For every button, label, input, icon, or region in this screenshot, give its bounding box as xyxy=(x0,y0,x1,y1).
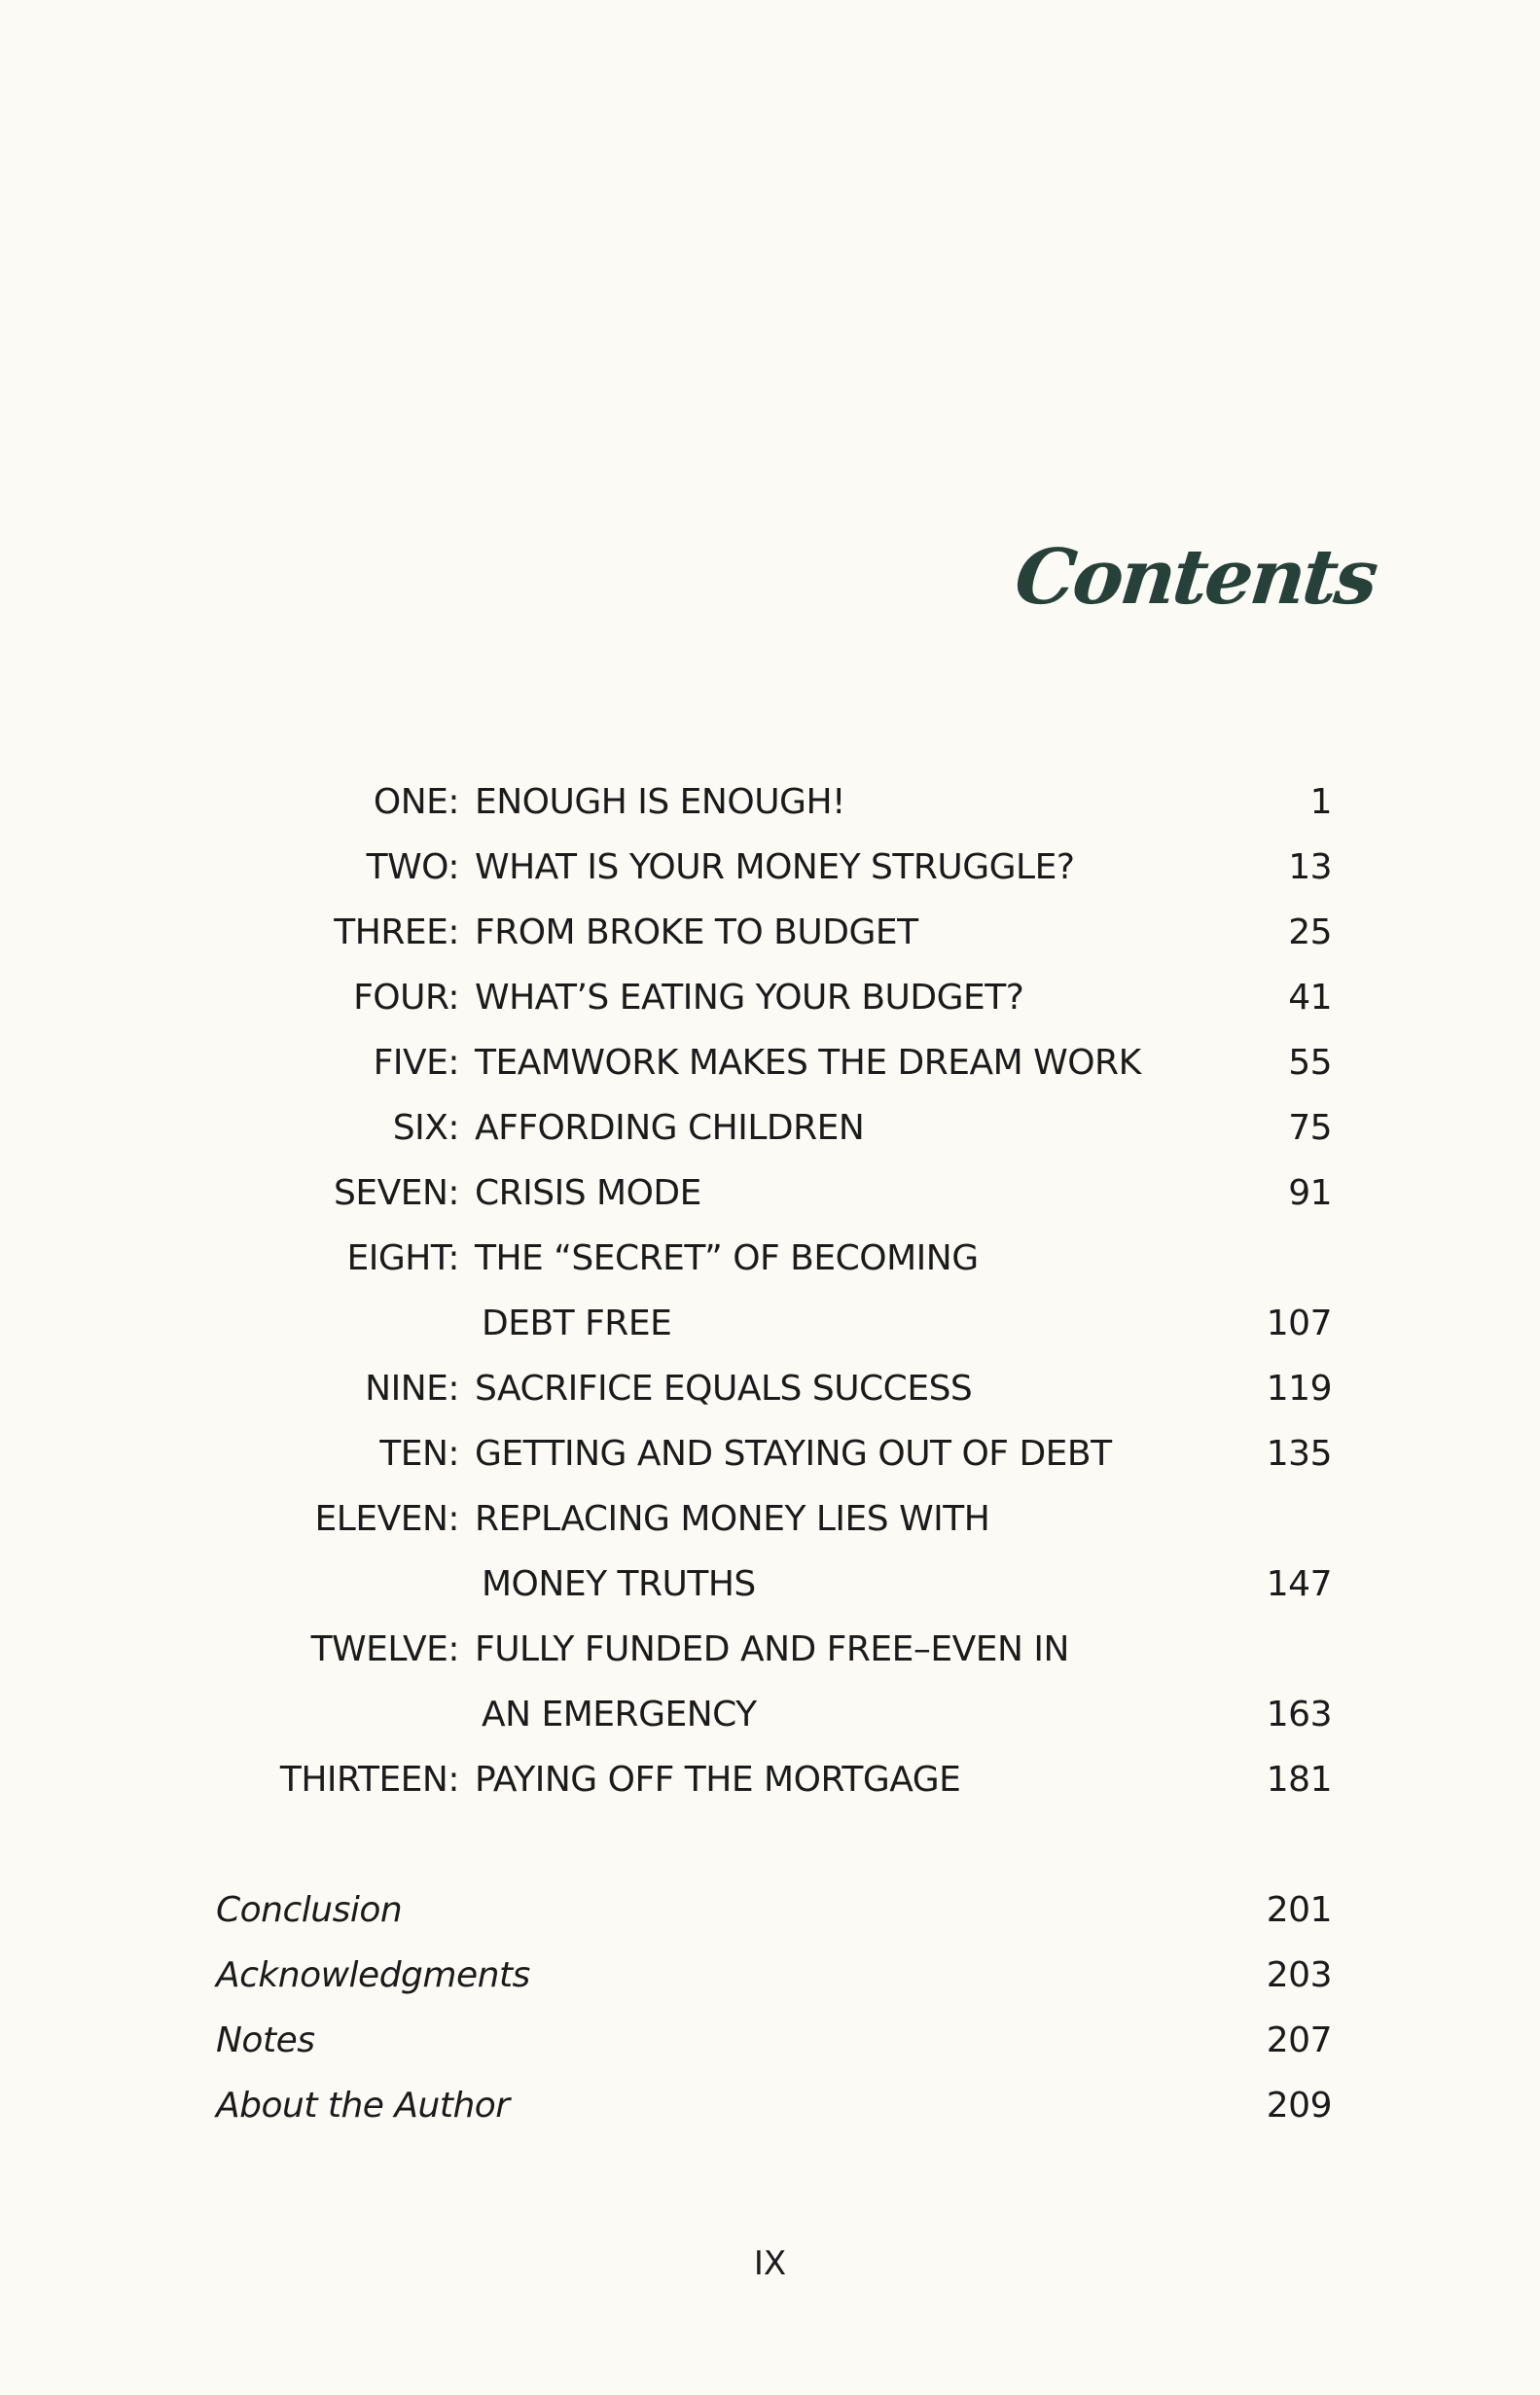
back-matter-title: Acknowledgments xyxy=(216,1955,530,1995)
page-number: 209 xyxy=(1266,2086,1332,2126)
toc-entry[interactable] xyxy=(0,1756,1540,1805)
chapter-title: FULLY FUNDED AND FREE–EVEN IN xyxy=(475,1629,1069,1669)
chapter-number: TWELVE: xyxy=(310,1629,459,1669)
chapter-title: AFFORDING CHILDREN xyxy=(475,1108,865,1148)
back-matter-entry[interactable] xyxy=(0,1886,1540,1935)
chapter-title: TEAMWORK MAKES THE DREAM WORK xyxy=(475,1043,1141,1083)
page-number: 13 xyxy=(1288,847,1332,887)
chapter-number: TEN: xyxy=(379,1434,459,1474)
toc-entry[interactable] xyxy=(0,1365,1540,1413)
page-number: 55 xyxy=(1288,1043,1332,1083)
chapter-title: WHAT IS YOUR MONEY STRUGGLE? xyxy=(475,847,1075,887)
chapter-number: ONE: xyxy=(373,782,459,822)
chapter-title: FROM BROKE TO BUDGET xyxy=(475,912,918,952)
toc-entry[interactable] xyxy=(0,1626,1540,1674)
page-number: 25 xyxy=(1288,912,1332,952)
chapter-title-continued: DEBT FREE xyxy=(482,1304,672,1343)
chapter-number: THREE: xyxy=(334,912,459,952)
chapter-title: PAYING OFF THE MORTGAGE xyxy=(475,1760,961,1800)
toc-entry-continuation[interactable] xyxy=(0,1300,1540,1348)
page-number: 203 xyxy=(1266,1955,1332,1995)
page-folio: IX xyxy=(753,2244,787,2283)
chapter-number: THIRTEEN: xyxy=(279,1760,459,1800)
chapter-number: SEVEN: xyxy=(333,1173,459,1213)
toc-entry[interactable] xyxy=(0,1039,1540,1088)
page-number: 147 xyxy=(1266,1564,1332,1604)
chapter-title-continued: AN EMERGENCY xyxy=(482,1695,757,1734)
chapter-number: NINE: xyxy=(365,1369,459,1409)
back-matter-entry[interactable] xyxy=(0,2017,1540,2065)
page-number: 107 xyxy=(1266,1304,1332,1343)
chapter-number: ELEVEN: xyxy=(314,1499,459,1539)
chapter-title: SACRIFICE EQUALS SUCCESS xyxy=(475,1369,973,1409)
chapter-number: EIGHT: xyxy=(346,1238,459,1278)
page-number: 75 xyxy=(1288,1108,1332,1148)
back-matter-entry[interactable] xyxy=(0,2082,1540,2130)
back-matter-title: Notes xyxy=(216,2020,315,2060)
page-number: 91 xyxy=(1288,1173,1332,1213)
toc-entry-continuation[interactable] xyxy=(0,1691,1540,1739)
chapter-title: ENOUGH IS ENOUGH! xyxy=(475,782,845,822)
chapter-number: FIVE: xyxy=(373,1043,459,1083)
chapter-title: WHAT’S EATING YOUR BUDGET? xyxy=(475,978,1024,1018)
back-matter-title: Conclusion xyxy=(216,1890,403,1930)
chapter-number: FOUR: xyxy=(353,978,459,1018)
toc-entry[interactable] xyxy=(0,1234,1540,1283)
page-number: 201 xyxy=(1266,1890,1332,1930)
toc-entry-continuation[interactable] xyxy=(0,1560,1540,1609)
toc-entry[interactable] xyxy=(0,1430,1540,1479)
toc-entry[interactable] xyxy=(0,974,1540,1022)
chapter-number: SIX: xyxy=(392,1108,459,1148)
page-title: Contents xyxy=(1011,533,1379,622)
chapter-number: TWO: xyxy=(366,847,459,887)
page-number: 181 xyxy=(1266,1760,1332,1800)
page-number: 135 xyxy=(1266,1434,1332,1474)
page-number: 163 xyxy=(1266,1695,1332,1734)
chapter-title: THE “SECRET” OF BECOMING xyxy=(475,1238,979,1278)
page-number: 1 xyxy=(1309,782,1332,822)
toc-entry[interactable] xyxy=(0,909,1540,957)
toc-entry[interactable] xyxy=(0,1169,1540,1218)
page-number: 119 xyxy=(1266,1369,1332,1409)
page-number: 41 xyxy=(1288,978,1332,1018)
toc-entry[interactable] xyxy=(0,778,1540,827)
back-matter-entry[interactable] xyxy=(0,1951,1540,2000)
chapter-title: CRISIS MODE xyxy=(475,1173,701,1213)
back-matter-title: About the Author xyxy=(216,2086,510,2126)
chapter-title-continued: MONEY TRUTHS xyxy=(482,1564,756,1604)
toc-entry[interactable] xyxy=(0,843,1540,892)
chapter-title: GETTING AND STAYING OUT OF DEBT xyxy=(475,1434,1112,1474)
toc-entry[interactable] xyxy=(0,1495,1540,1544)
page-number: 207 xyxy=(1266,2020,1332,2060)
toc-entry[interactable] xyxy=(0,1104,1540,1153)
chapter-title: REPLACING MONEY LIES WITH xyxy=(475,1499,990,1539)
